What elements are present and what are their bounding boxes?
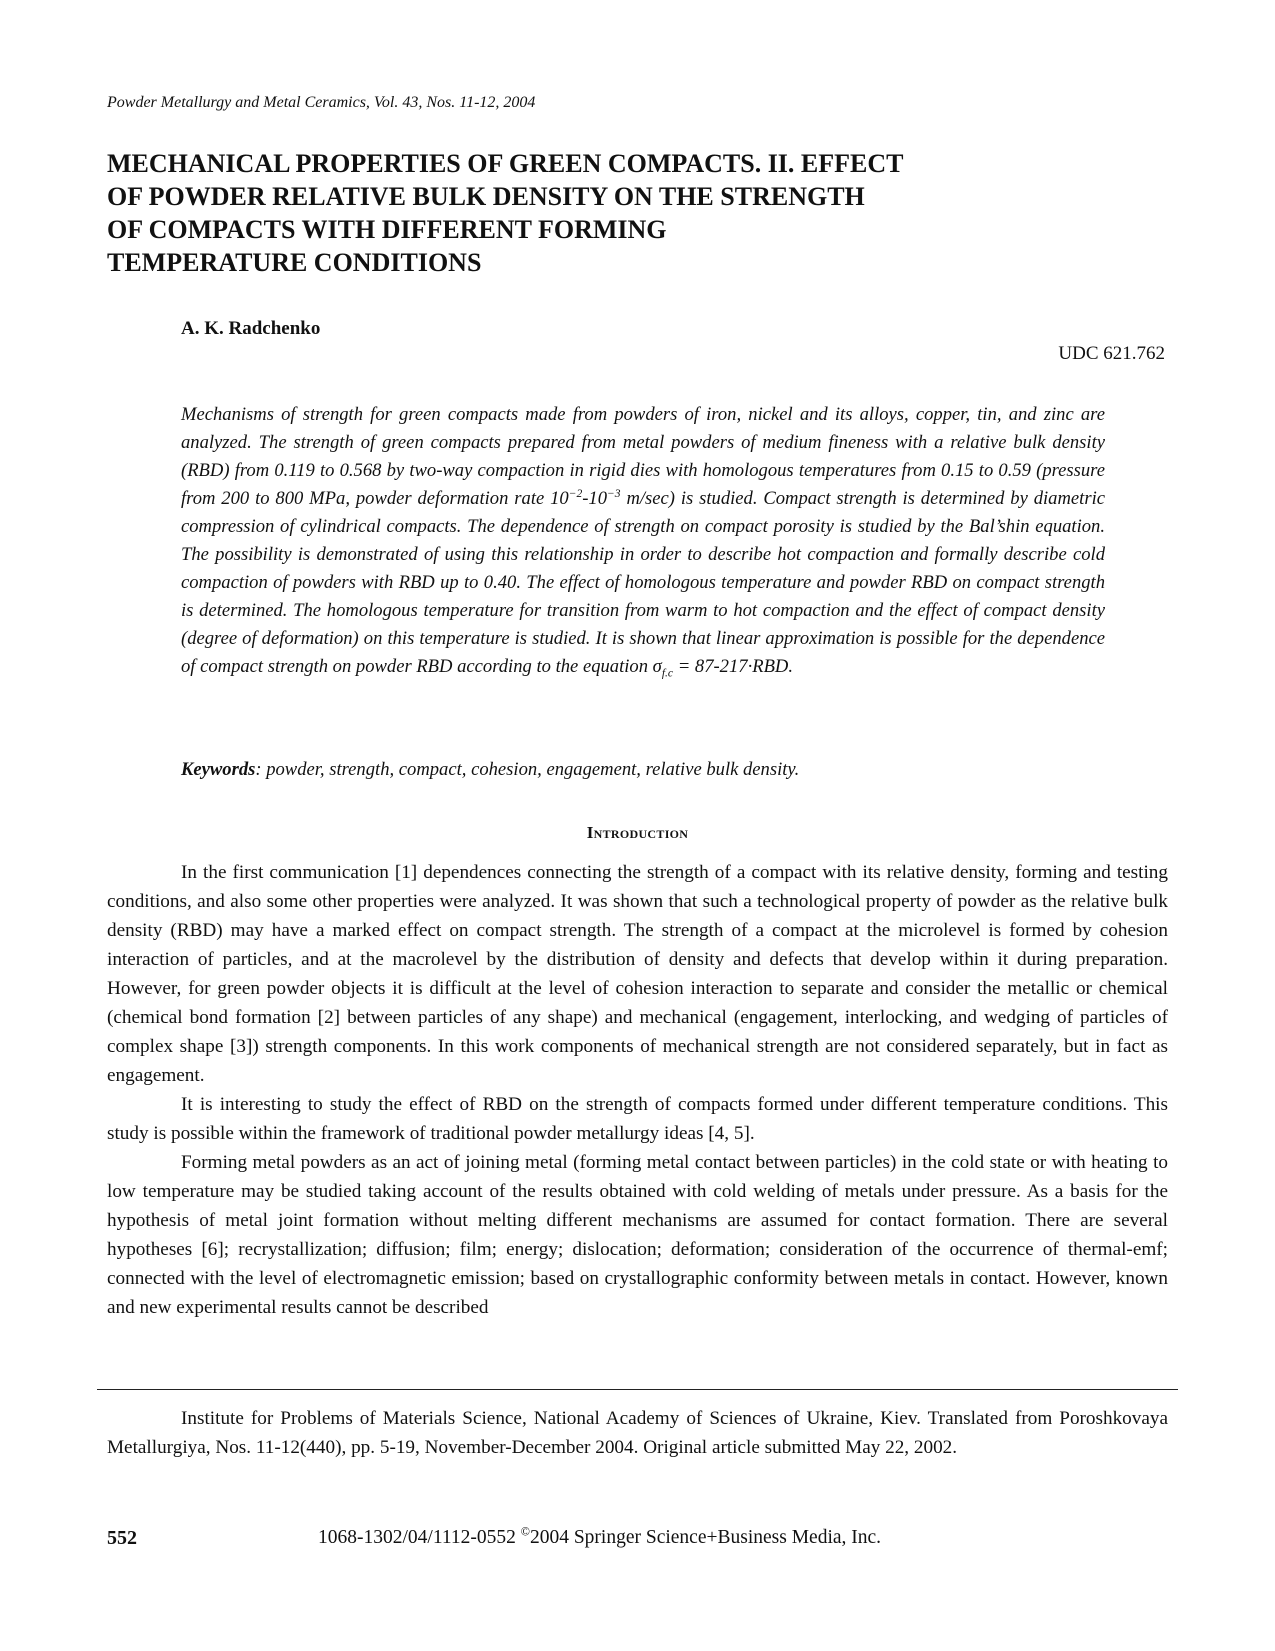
keywords-list: : powder, strength, compact, cohesion, engagement, relative bulk density. xyxy=(255,759,800,780)
abstract-text: -10 xyxy=(582,488,608,509)
abstract xyxy=(181,401,1105,681)
title-line: OF POWDER RELATIVE BULK DENSITY ON THE STRENGTH xyxy=(107,182,865,211)
footnote-divider xyxy=(97,1389,1178,1390)
keywords xyxy=(181,759,1105,781)
udc-code: UDC 621.762 xyxy=(1058,343,1165,364)
section-heading-introduction: Introduction xyxy=(586,823,689,842)
journal-citation: Powder Metallurgy and Metal Ceramics, Vol. 43, Nos. 11-12, 2004 xyxy=(107,94,536,111)
paragraph: It is interesting to study the effect of RBD on the strength of compacts formed under different temperature conditions. This study is possible within the framework of traditional powder metallurgy ideas [4, 5]. xyxy=(107,1094,1168,1144)
introduction-body xyxy=(107,858,1168,1322)
title-line: MECHANICAL PROPERTIES OF GREEN COMPACTS. II. EFFECT xyxy=(107,149,904,178)
equation-text: = 87-217·RBD. xyxy=(673,656,794,677)
author-name: A. K. Radchenko xyxy=(181,318,321,339)
article-title xyxy=(107,147,1027,279)
paragraph: Forming metal powders as an act of joining metal (forming metal contact between particles) in the cold state or with heating to low temperature may be studied taking account of the results obtained with cold welding of metals under pressure. As a basis for the hypothesis of metal joint formation without melting different mechanisms are assumed for contact formation. There are several hypotheses [6]; recrystallization; diffusion; film; energy; dislocation; deformation; consideration of the occurrence of thermal-emf; connected with the level of electromagnetic emission; based on crystallographic conformity between metals in contact. However, known and new experimental results cannot be described xyxy=(107,1152,1168,1318)
abstract-text: m/sec) is studied. Compact strength is determined by diametric compression of cylindrical compacts. The dependence of strength on compact porosity is studied by the Bal’shin equation. The possibility is demonstrated of using this relationship in order to describe hot compaction and formally describe cold compaction of powders with RBD up to 0.40. The effect of homologous temperature and powder RBD on compact strength is determined. The homologous temperature for transition from warm to hot compaction and the effect of compact density (degree of deformation) on this temperature is studied. It is shown that linear approximation is possible for the dependence of compact strength on powder RBD according to the equation xyxy=(181,488,1105,677)
sigma-subscript: f.c xyxy=(661,667,674,680)
paragraph: In the first communication [1] dependences connecting the strength of a compact with its relative density, forming and testing conditions, and also some other properties were analyzed. It was shown that such a technological property of powder as the relative bulk density (RBD) may have a marked effect on compact strength. The strength of a compact at the microlevel is formed by cohesion interaction of particles, and at the macrolevel by the distribution of density and defects that develop within it during preparation. However, for green powder objects it is difficult at the level of cohesion interaction to separate and consider the metallic or chemical (chemical bond formation [2] between particles of any shape) and mechanical (engagement, interlocking, and wedging of particles of complex shape [3]) strength components. In this work components of mechanical strength are not considered separately, but in fact as engagement. xyxy=(107,862,1168,1086)
abstract-text: Mechanisms of strength for green compacts made from powders of iron, nickel and its alloys, copper, tin, and zinc are analyzed. The strength of green compacts prepared from metal powders of medium fineness with a relative bulk density (RBD) from 0.119 to 0.568 by two-way compaction in rigid dies with homologous temperatures from 0.15 to 0.59 (pressure from 200 to 800 MPa, powder deformation rate 10 xyxy=(181,404,1105,509)
publisher-text: 2004 Springer Science+Business Media, Inc. xyxy=(529,1527,882,1548)
copyright-line xyxy=(318,1524,882,1549)
exponent: −3 xyxy=(607,487,621,500)
keywords-label: Keywords xyxy=(181,759,256,780)
title-line: OF COMPACTS WITH DIFFERENT FORMING xyxy=(107,215,667,244)
page-number: 552 xyxy=(107,1527,137,1549)
affiliation-footnote: Institute for Problems of Materials Science, National Academy of Sciences of Ukraine, Kiev. Translated from Poroshkovaya Metallurgiya, Nos. 11-12(440), pp. 5-19, November-December 2004. Original article submitted May 22, 2002. xyxy=(107,1408,1168,1458)
issn-code: 1068-1302/04/1112-0552 xyxy=(318,1527,521,1548)
copyright-symbol: © xyxy=(520,1524,530,1539)
exponent: −2 xyxy=(568,487,583,500)
title-line: TEMPERATURE CONDITIONS xyxy=(107,248,482,277)
sigma-symbol: σ xyxy=(652,656,662,677)
